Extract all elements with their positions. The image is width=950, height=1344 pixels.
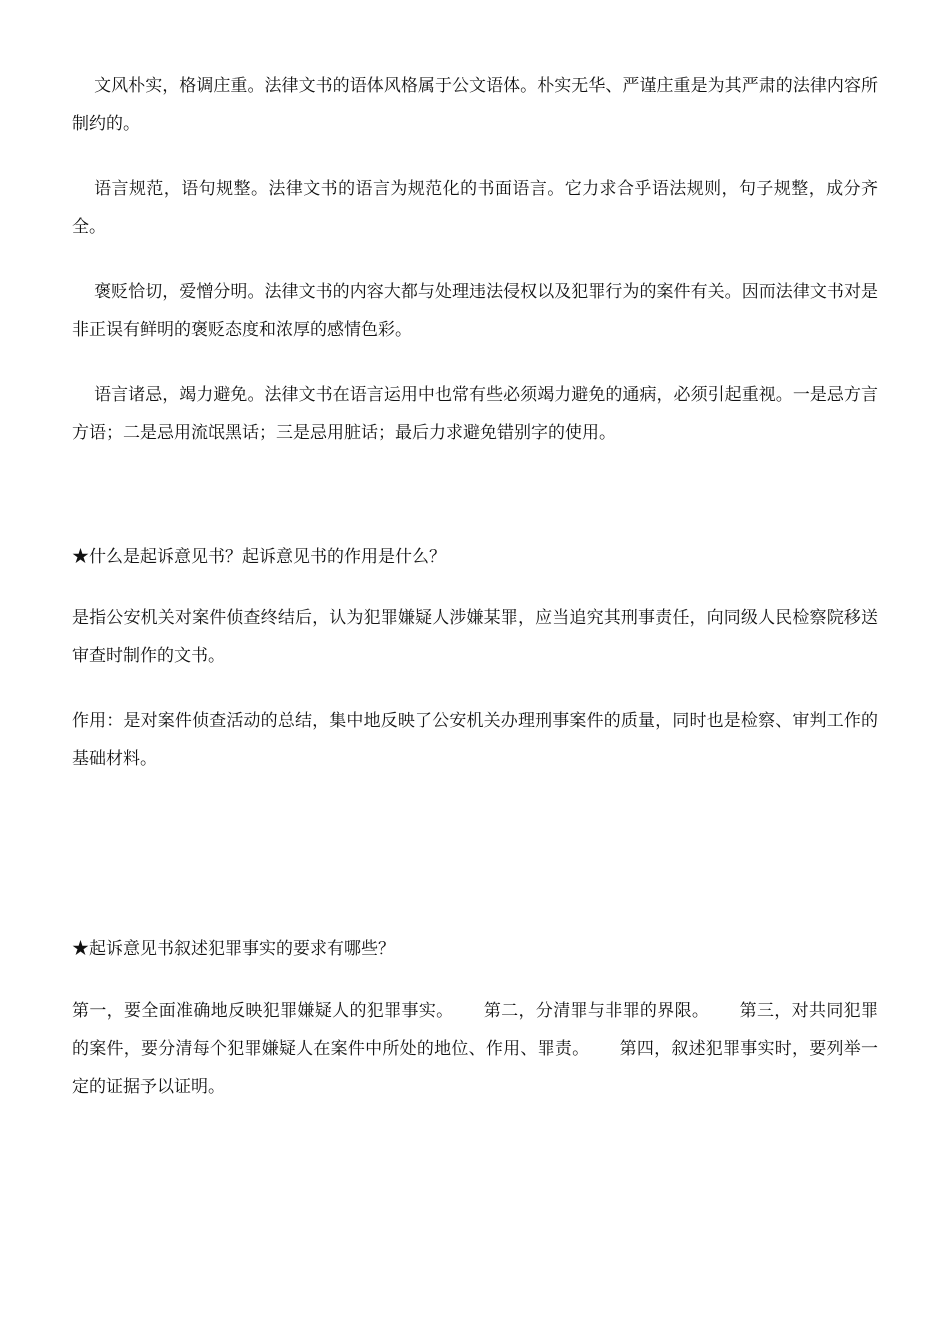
section1-question: 什么是起诉意见书？起诉意见书的作用是什么？ (89, 547, 446, 567)
paragraph-taboos: 语言诸忌，竭力避免。法律文书在语言运用中也常有些必须竭力避免的通病，必须引起重视。一是忌方言方语；二是忌用流氓黑话；三是忌用脏话；最后力求避免错别字的使用。 (72, 385, 878, 443)
paragraph-praise-blame: 褒贬恰切，爱憎分明。法律文书的内容大都与处理违法侵权以及犯罪行为的案件有关。因而法律文书对是非正误有鲜明的褒贬态度和浓厚的感情色彩。 (72, 282, 878, 340)
paragraph-language: 语言规范，语句规整。法律文书的语言为规范化的书面语言。它力求合乎语法规则，句子规整，成分齐全。 (72, 179, 878, 237)
requirement-3: 第三，对共同犯罪的案件，要分清每个犯罪嫌疑人在案件中所处的地位、作用、罪责。 (72, 1001, 879, 1059)
section2-question: 起诉意见书叙述犯罪事实的要求有哪些？ (89, 939, 395, 959)
section1-definition: 是指公安机关对案件侦查终结后，认为犯罪嫌疑人涉嫌某罪，应当追究其刑事责任，向同级人民检察院移送审查时制作的文书。 (72, 608, 878, 666)
section1-heading (72, 538, 878, 576)
star-icon: ★ (72, 939, 89, 959)
requirement-1: 第一，要全面准确地反映犯罪嫌疑人的犯罪事实。 (72, 1001, 454, 1021)
requirement-4: 第四，叙述犯罪事实时，要列举一定的证据予以证明。 (72, 1039, 879, 1097)
star-icon: ★ (72, 547, 89, 567)
section2-requirements (72, 992, 878, 1106)
requirement-2: 第二，分清罪与非罪的界限。 (483, 1001, 710, 1021)
paragraph-style: 文风朴实，格调庄重。法律文书的语体风格属于公文语体。朴实无华、严谨庄重是为其严肃的法律内容所制约的。 (72, 76, 878, 134)
section2-heading (72, 930, 878, 968)
section1-function: 作用：是对案件侦查活动的总结，集中地反映了公安机关办理刑事案件的质量，同时也是检察、审判工作的基础材料。 (72, 711, 878, 769)
